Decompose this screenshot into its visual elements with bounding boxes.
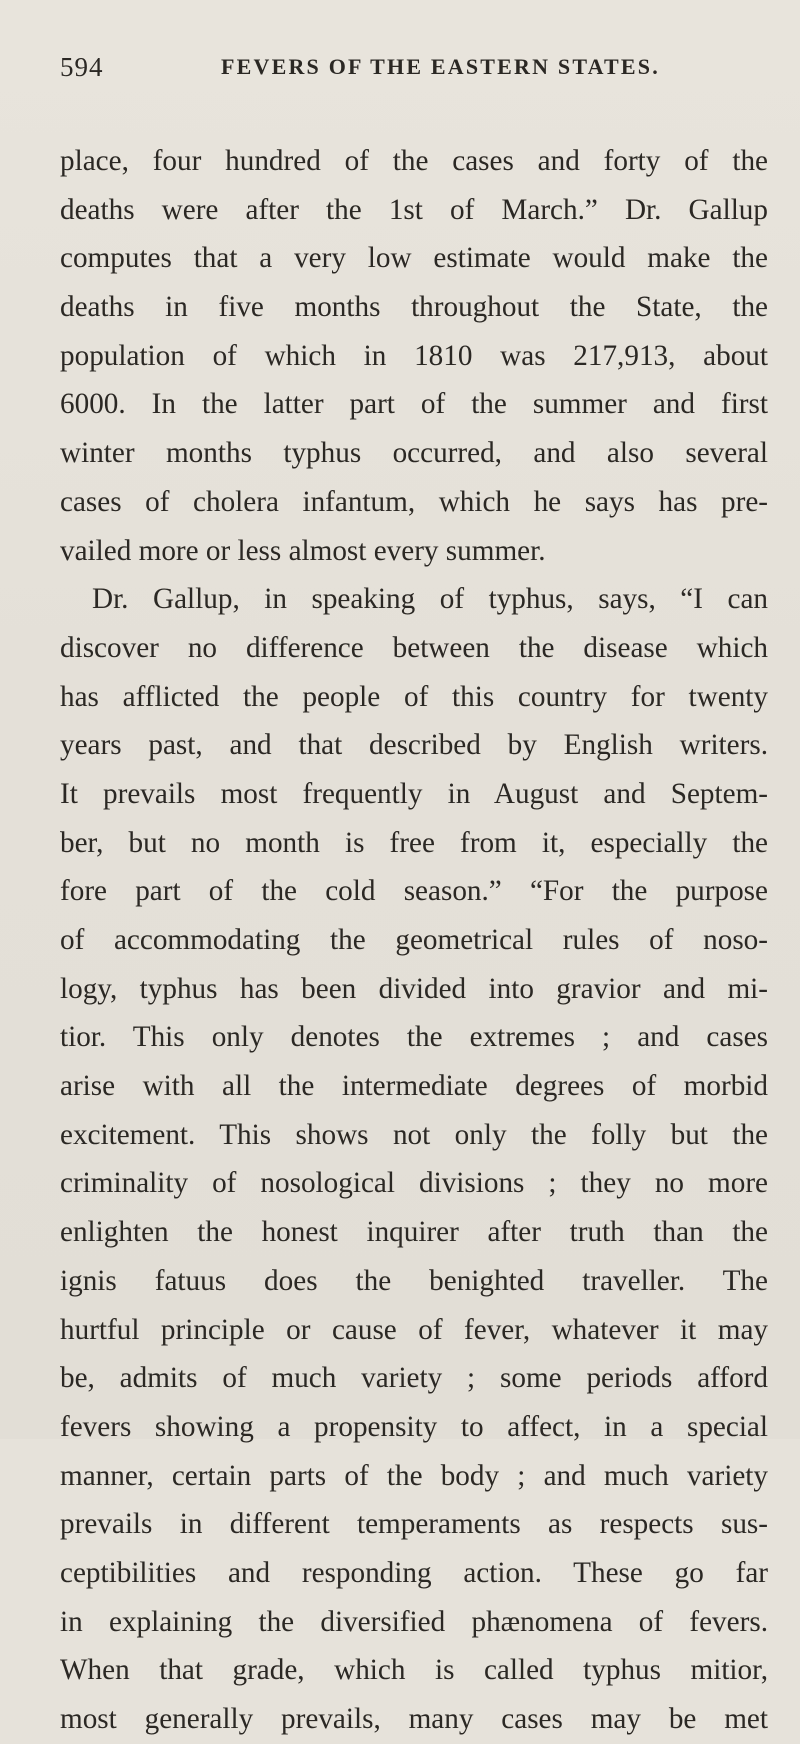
text-line: computes that a very low estimate would make the: [60, 242, 768, 275]
text-line: cases of cholera infantum, which he says has pre-: [60, 485, 768, 518]
text-line: deaths were after the 1st of March.” Dr. Gallup: [60, 193, 768, 226]
text-line: Dr. Gallup, in speaking of typhus, says, “I can: [92, 583, 768, 616]
text-line: years past, and that described by English writers.: [60, 729, 768, 762]
text-line: discover no difference between the disease which: [60, 631, 768, 664]
text-line: place, four hundred of the cases and forty of the: [60, 145, 768, 177]
running-head: FEVERS OF THE EASTERN STATES.: [221, 54, 660, 79]
text-line: has afflicted the people of this country for twenty: [60, 680, 768, 713]
text-line: ceptibilities and responding action. These go far: [60, 1556, 768, 1589]
text-line: vailed more or less almost every summer.: [60, 534, 546, 567]
text-line: deaths in five months throughout the State, the: [60, 291, 768, 324]
text-line: ber, but no month is free from it, especially the: [60, 826, 768, 859]
text-line: enlighten the honest inquirer after truth than the: [60, 1216, 768, 1249]
text-line: excitement. This shows not only the folly but the: [60, 1118, 768, 1151]
text-line: ignis fatuus does the benighted traveller. The: [60, 1264, 768, 1297]
page-header: [60, 52, 760, 92]
text-line: population of which in 1810 was 217,913, about: [60, 339, 768, 372]
text-line: criminality of nosological divisions ; they no more: [60, 1167, 768, 1200]
text-line: When that grade, which is called typhus mitior,: [60, 1654, 768, 1687]
text-line: 6000. In the latter part of the summer and first: [60, 388, 768, 421]
text-line: hurtful principle or cause of fever, whatever it may: [60, 1313, 768, 1346]
text-line: manner, certain parts of the body ; and much variety: [60, 1459, 768, 1492]
text-line: most generally prevails, many cases may be met: [60, 1703, 768, 1735]
text-line: in explaining the diversified phænomena of fevers.: [60, 1605, 768, 1638]
page-number: 594: [60, 52, 104, 82]
text-line: arise with all the intermediate degrees of morbid: [60, 1070, 768, 1103]
text-line: be, admits of much variety ; some periods afford: [60, 1362, 768, 1395]
text-line: logy, typhus has been divided into gravior and mi-: [60, 972, 768, 1005]
text-line: It prevails most frequently in August and Septem-: [60, 777, 768, 810]
body-text: [60, 137, 768, 1744]
text-line: of accommodating the geometrical rules of noso-: [60, 924, 768, 956]
text-line: tior. This only denotes the extremes ; and cases: [60, 1021, 768, 1054]
text-line: fore part of the cold season.” “For the purpose: [60, 875, 768, 908]
text-line: winter months typhus occurred, and also several: [60, 437, 768, 470]
text-line: prevails in different temperaments as respects sus-: [60, 1508, 768, 1541]
text-line: fevers showing a propensity to affect, in a special: [60, 1410, 768, 1443]
